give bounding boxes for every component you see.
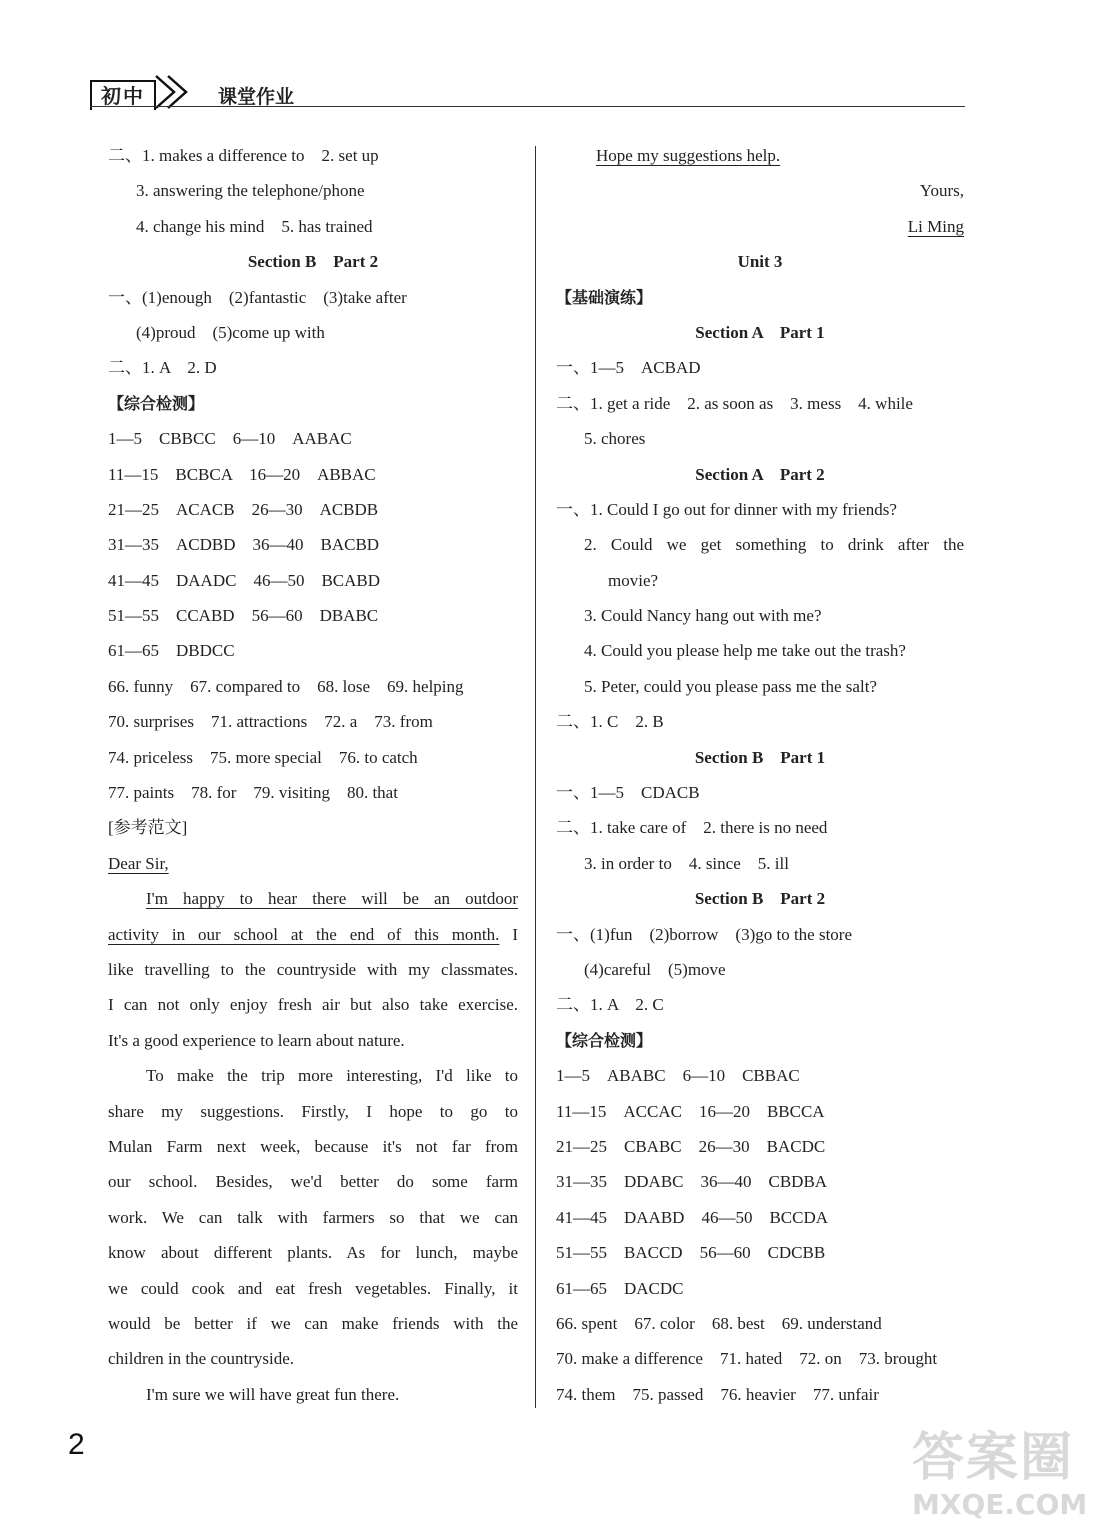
answer-line: 70. surprises 71. attractions 72. a 73. from [108, 712, 433, 732]
answer-line: 5. chores [584, 429, 646, 449]
answer-line: 31—35 ACDBD 36—40 BACBD [108, 535, 380, 555]
letter-closing: Yours, [919, 181, 964, 201]
essay-line: children in the countryside. [108, 1349, 295, 1369]
answer-line: 4. change his mind 5. has trained [136, 216, 373, 236]
answer-line: 11—15 BCBCA 16—20 ABBAC [108, 464, 376, 484]
answer-line: 二、1. makes a difference to 2. set up [108, 146, 379, 165]
answer-line: movie? [608, 570, 659, 590]
answer-line: (4)proud (5)come up with [136, 322, 325, 342]
answer-line: 二、1. A 2. D [108, 358, 217, 378]
answer-line: 66. funny 67. compared to 68. lose 69. helping [108, 676, 464, 696]
answer-line: 21—25 CBABC 26—30 BACDC [556, 1136, 826, 1156]
section-label: 【综合检测】 [556, 1030, 653, 1050]
answer-line: 61—65 DACDC [556, 1278, 684, 1298]
grade-badge: 初中 [90, 80, 156, 110]
essay-line: To make the trip more interesting, I'd like to [146, 1066, 518, 1086]
answer-line: 61—65 DBDCC [108, 641, 235, 661]
unit-heading: Unit 3 [737, 252, 783, 272]
answer-line: 二、1. get a ride 2. as soon as 3. mess 4. while [556, 393, 913, 413]
essay-line: like travelling to the countryside with my classmates. [108, 959, 518, 979]
essay-line: share my suggestions. Firstly, I hope to go to [108, 1101, 518, 1121]
column-divider [535, 146, 536, 1408]
essay-line: would be better if we can make friends with the [108, 1313, 518, 1333]
page-number: 2 [68, 1428, 85, 1461]
answer-line: 4. Could you please help me take out the trash? [584, 641, 906, 661]
section-heading: Section B Part 2 [694, 889, 826, 909]
essay-underlined: activity in our school at the end of this month. [108, 924, 500, 944]
letter-greeting: Dear Sir, [108, 853, 169, 873]
section-label: 【基础演练】 [556, 287, 653, 307]
essay-closing: Hope my suggestions help. [596, 146, 781, 165]
essay-line [556, 138, 964, 173]
right-column [556, 138, 964, 1412]
section-heading: Section B Part 2 [247, 252, 379, 272]
section-heading: Section B Part 1 [694, 747, 826, 767]
answer-line: 74. priceless 75. more special 76. to catch [108, 747, 418, 767]
essay-line: I'm happy to hear there will be an outdoor [146, 889, 518, 909]
header-rule [90, 106, 965, 107]
essay-line: our school. Besides, we'd better do some farm [108, 1172, 518, 1192]
answer-line: 一、1—5 ACBAD [556, 358, 701, 378]
left-column [108, 138, 518, 1412]
answer-line: 1—5 ABABC 6—10 CBBAC [556, 1066, 800, 1086]
section-label: 【综合检测】 [108, 393, 205, 413]
section-heading: Section A Part 2 [695, 464, 825, 484]
watermark-logo [912, 1428, 1092, 1532]
answer-line: 3. Could Nancy hang out with me? [584, 606, 822, 626]
essay-line [108, 917, 518, 952]
essay-line: Mulan Farm next week, because it's not far from [108, 1136, 518, 1156]
answer-line: 3. answering the telephone/phone [136, 181, 365, 201]
essay-line: It's a good experience to learn about nature. [108, 1030, 405, 1050]
signature-name: Li Ming [907, 216, 964, 236]
letter-signature [556, 209, 964, 244]
essay-text: I [499, 924, 518, 944]
answer-line: 51—55 CCABD 56—60 DBABC [108, 606, 379, 626]
answer-line: 一、1—5 CDACB [556, 783, 700, 803]
answer-line: 5. Peter, could you please pass me the salt? [584, 676, 877, 696]
answer-line: 31—35 DDABC 36—40 CBDBA [556, 1172, 828, 1192]
answer-line: (4)careful (5)move [584, 959, 726, 979]
answer-line: 74. them 75. passed 76. heavier 77. unfair [556, 1384, 879, 1404]
answer-line: 2. Could we get something to drink after the [584, 535, 964, 555]
answer-line: 二、1. A 2. C [556, 995, 664, 1015]
watermark-text: 答案圈 [912, 1428, 1075, 1488]
answer-line: 二、1. take care of 2. there is no need [556, 818, 828, 838]
answer-line: 一、1. Could I go out for dinner with my friends? [556, 499, 897, 519]
double-chevron-icon [150, 70, 210, 110]
answer-line: 21—25 ACACB 26—30 ACBDB [108, 499, 379, 519]
book-title: 课堂作业 [218, 86, 295, 108]
answer-line: 70. make a difference 71. hated 72. on 73. brought [556, 1349, 938, 1369]
essay-line: I'm sure we will have great fun there. [146, 1384, 400, 1404]
answer-line: 41—45 DAADC 46—50 BCABD [108, 570, 381, 590]
essay-line: know about different plants. As for lunch, maybe [108, 1243, 518, 1263]
answer-line: 51—55 BACCD 56—60 CDCBB [556, 1243, 826, 1263]
answer-line: 66. spent 67. color 68. best 69. understand [556, 1313, 882, 1333]
answer-line: 一、(1)enough (2)fantastic (3)take after [108, 287, 407, 307]
page-header [90, 70, 965, 110]
essay-line: we could cook and eat fresh vegetables. Finally, it [108, 1278, 518, 1298]
watermark-url: MXQE.COM [912, 1488, 1088, 1521]
answer-line: 1—5 CBBCC 6—10 AABAC [108, 429, 352, 449]
answer-line: 11—15 ACCAC 16—20 BBCCA [556, 1101, 825, 1121]
answer-line: 41—45 DAABD 46—50 BCCDA [556, 1207, 829, 1227]
answer-line: 3. in order to 4. since 5. ill [584, 853, 789, 873]
essay-line: I can not only enjoy fresh air but also take exercise. [108, 995, 518, 1015]
answer-line: 二、1. C 2. B [556, 712, 664, 732]
section-heading: Section A Part 1 [695, 322, 825, 342]
essay-line: work. We can talk with farmers so that we can [108, 1207, 518, 1227]
answer-line: 77. paints 78. for 79. visiting 80. that [108, 783, 398, 803]
sample-essay-label: [参考范文] [108, 818, 188, 838]
answer-line: 一、(1)fun (2)borrow (3)go to the store [556, 924, 853, 944]
